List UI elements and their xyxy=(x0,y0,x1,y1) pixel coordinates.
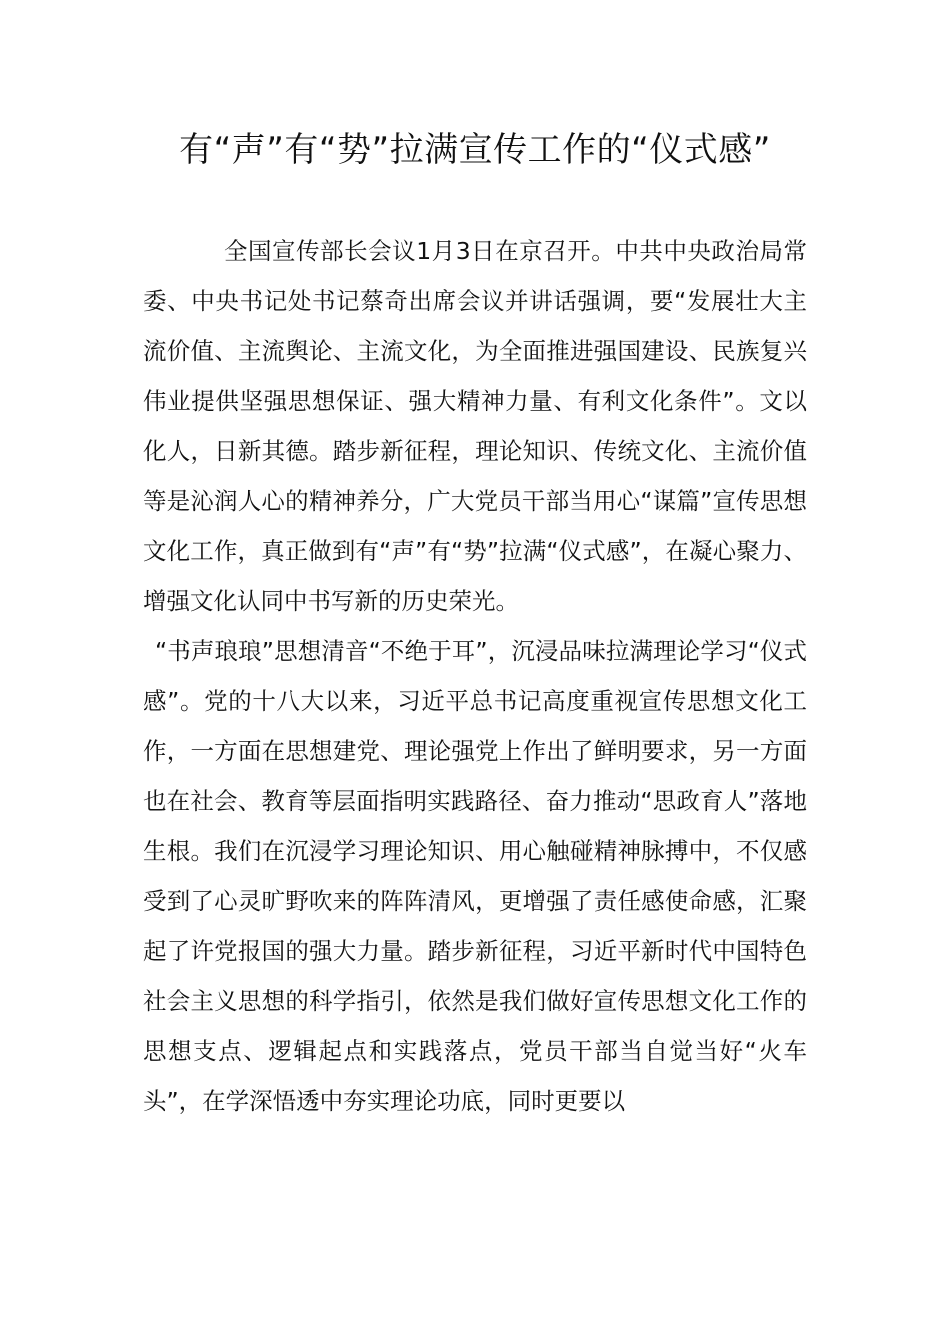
document-body xyxy=(143,226,807,1126)
paragraph: 全国宣传部长会议1月3日在京召开。中共中央政治局常委、中央书记处书记蔡奇出席会议并讲话强调，要“发展壮大主流价值、主流舆论、主流文化，为全面推进强国建设、民族复兴伟业提供坚强思想保证、强大精神力量、有利文化条件”。文以化人，日新其德。踏步新征程，理论知识、传统文化、主流价值等是沁润人心的精神养分，广大党员干部当用心“谋篇”宣传思想文化工作，真正做到有“声”有“势”拉满“仪式感”，在凝心聚力、增强文化认同中书写新的历史荣光。 xyxy=(143,237,807,615)
document-title: 有“声”有“势”拉满宣传工作的“仪式感” xyxy=(179,130,771,170)
paragraph: “书声琅琅”思想清音“不绝于耳”，沉浸品味拉满理论学习“仪式感”。党的十八大以来，习近平总书记高度重视宣传思想文化工作，一方面在思想建党、理论强党上作出了鲜明要求，另一方面也在社会、教育等层面指明实践路径、奋力推动“思政育人”落地生根。我们在沉浸学习理论知识、用心触碰精神脉搏中，不仅感受到了心灵旷野吹来的阵阵清风，更增强了责任感使命感，汇聚起了许党报国的强大力量。踏步新征程，习近平新时代中国特色社会主义思想的科学指引，依然是我们做好宣传思想文化工作的思想支点、逻辑起点和实践落点，党员干部当自觉当好“火车头”，在学深悟透中夯实理论功底，同时更要以 xyxy=(143,637,807,1115)
